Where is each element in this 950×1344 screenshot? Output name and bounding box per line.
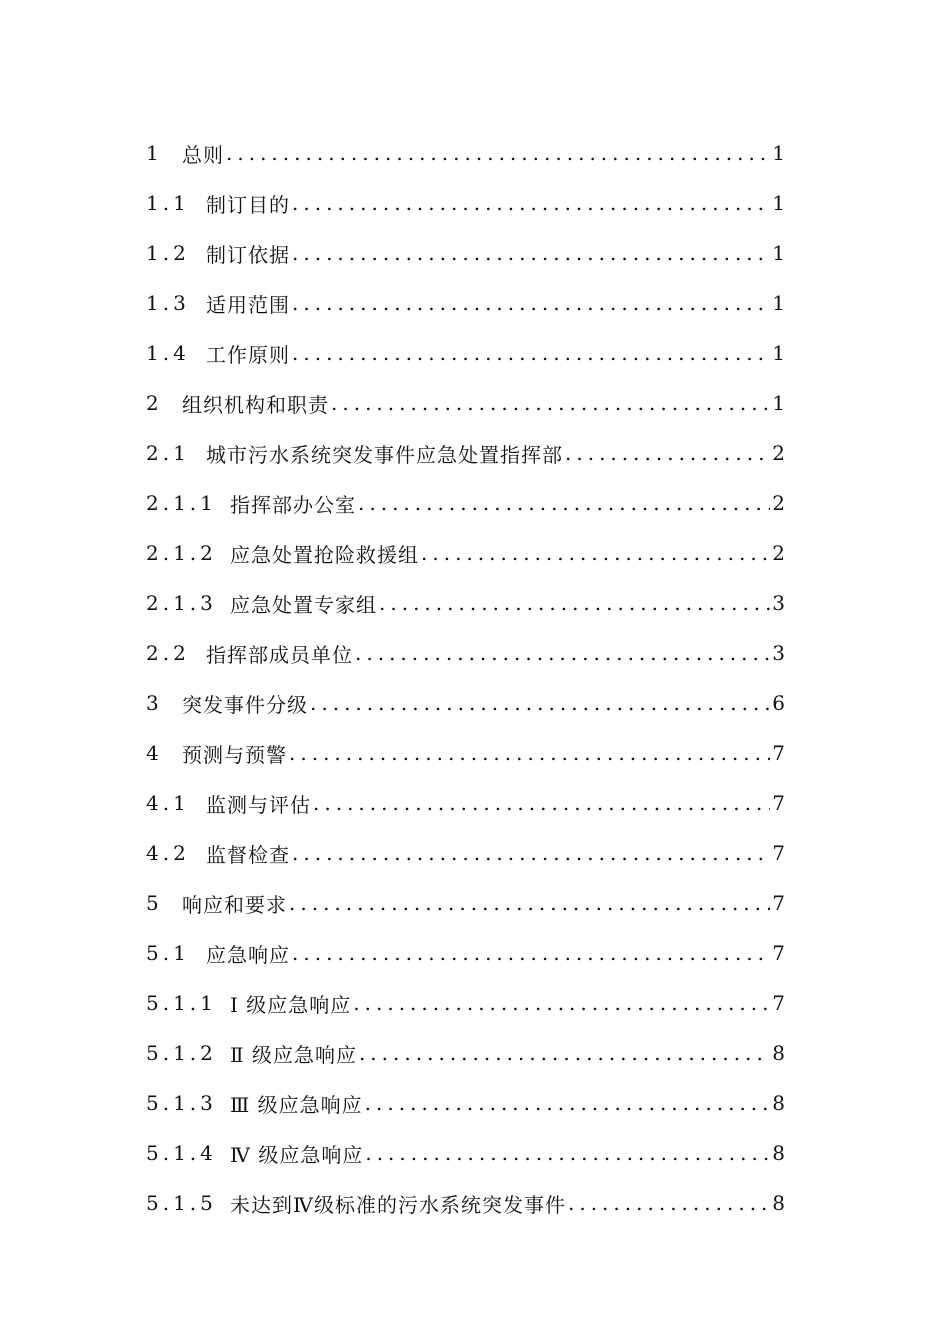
toc-number: 5.1.5 xyxy=(146,1191,217,1215)
toc-entry[interactable] xyxy=(146,728,786,778)
toc-title: 指挥部办公室 xyxy=(230,492,356,517)
toc-number: 2.1.2 xyxy=(146,541,217,565)
toc-page-number: 7 xyxy=(772,941,786,965)
toc-leader-dots xyxy=(568,1191,770,1215)
toc-title: 监测与评估 xyxy=(206,792,311,817)
toc-leader-dots xyxy=(226,141,770,165)
toc-leader-dots xyxy=(365,1141,770,1165)
toc-entry[interactable] xyxy=(146,1078,786,1128)
toc-leader-dots xyxy=(359,1041,770,1065)
toc-entry[interactable] xyxy=(146,1028,786,1078)
toc-entry[interactable] xyxy=(146,278,786,328)
toc-page-number: 1 xyxy=(772,141,786,165)
toc-page-number: 6 xyxy=(772,691,786,715)
toc-page-number: 7 xyxy=(772,891,786,915)
toc-title: 应急处置抢险救援组 xyxy=(230,542,419,567)
toc-page-number: 8 xyxy=(772,1091,786,1115)
toc-number: 4 xyxy=(146,741,163,765)
toc-leader-dots xyxy=(292,341,770,365)
toc-entry[interactable] xyxy=(146,378,786,428)
table-of-contents xyxy=(146,128,786,1228)
toc-number: 2.1 xyxy=(146,441,190,465)
toc-leader-dots xyxy=(331,391,770,415)
toc-page-number: 8 xyxy=(772,1191,786,1215)
toc-number: 5.1.4 xyxy=(146,1141,217,1165)
toc-number: 4.1 xyxy=(146,791,190,815)
toc-page-number: 1 xyxy=(772,241,786,265)
toc-title: 响应和要求 xyxy=(182,892,287,917)
toc-leader-dots xyxy=(379,591,770,615)
toc-number: 1.1 xyxy=(146,191,190,215)
toc-number: 1.2 xyxy=(146,241,190,265)
toc-title: 组织机构和职责 xyxy=(182,392,329,417)
toc-entry[interactable] xyxy=(146,178,786,228)
toc-title: 指挥部成员单位 xyxy=(206,642,353,667)
toc-page-number: 8 xyxy=(772,1141,786,1165)
toc-title: Ⅲ 级应急响应 xyxy=(230,1092,363,1117)
toc-page-number: 2 xyxy=(772,541,786,565)
toc-page-number: 7 xyxy=(772,791,786,815)
toc-leader-dots xyxy=(289,741,770,765)
toc-leader-dots xyxy=(421,541,770,565)
toc-number: 5.1.1 xyxy=(146,991,217,1015)
toc-number: 5.1.3 xyxy=(146,1091,217,1115)
toc-page-number: 8 xyxy=(772,1041,786,1065)
toc-number: 4.2 xyxy=(146,841,190,865)
toc-title: 总则 xyxy=(182,142,224,167)
toc-page-number: 1 xyxy=(772,391,786,415)
toc-page-number: 1 xyxy=(772,291,786,315)
toc-page-number: 2 xyxy=(772,491,786,515)
toc-number: 2.2 xyxy=(146,641,190,665)
toc-number: 2.1.3 xyxy=(146,591,217,615)
toc-page-number: 3 xyxy=(772,591,786,615)
toc-number: 1.4 xyxy=(146,341,190,365)
toc-page-number: 1 xyxy=(772,341,786,365)
toc-leader-dots xyxy=(358,491,770,515)
toc-title: 制订依据 xyxy=(206,242,290,267)
toc-entry[interactable] xyxy=(146,628,786,678)
toc-title: Ⅱ 级应急响应 xyxy=(230,1042,357,1067)
toc-entry[interactable] xyxy=(146,978,786,1028)
toc-title: 预测与预警 xyxy=(182,742,287,767)
toc-leader-dots xyxy=(292,941,770,965)
toc-number: 5.1.2 xyxy=(146,1041,217,1065)
toc-entry[interactable] xyxy=(146,128,786,178)
toc-entry[interactable] xyxy=(146,678,786,728)
toc-leader-dots xyxy=(353,991,770,1015)
toc-entry[interactable] xyxy=(146,428,786,478)
toc-leader-dots xyxy=(310,691,770,715)
toc-title: 适用范围 xyxy=(206,292,290,317)
toc-leader-dots xyxy=(292,191,770,215)
toc-number: 1.3 xyxy=(146,291,190,315)
toc-entry[interactable] xyxy=(146,778,786,828)
toc-page-number: 1 xyxy=(772,191,786,215)
toc-leader-dots xyxy=(355,641,770,665)
toc-entry[interactable] xyxy=(146,1128,786,1178)
toc-leader-dots xyxy=(292,291,770,315)
toc-title: 应急响应 xyxy=(206,942,290,967)
toc-entry[interactable] xyxy=(146,828,786,878)
toc-title: 制订目的 xyxy=(206,192,290,217)
toc-page-number: 7 xyxy=(772,991,786,1015)
toc-number: 1 xyxy=(146,141,163,165)
toc-entry[interactable] xyxy=(146,578,786,628)
toc-page-number: 7 xyxy=(772,841,786,865)
toc-leader-dots xyxy=(313,791,770,815)
toc-title: 城市污水系统突发事件应急处置指挥部 xyxy=(206,442,563,467)
toc-page-number: 7 xyxy=(772,741,786,765)
toc-entry[interactable] xyxy=(146,228,786,278)
toc-number: 3 xyxy=(146,691,163,715)
toc-title: Ⅰ 级应急响应 xyxy=(230,992,352,1017)
toc-leader-dots xyxy=(289,891,770,915)
toc-title: 监督检查 xyxy=(206,842,290,867)
toc-page-number: 2 xyxy=(772,441,786,465)
toc-number: 5 xyxy=(146,891,163,915)
toc-number: 2 xyxy=(146,391,163,415)
toc-title: Ⅳ 级应急响应 xyxy=(230,1142,364,1167)
toc-entry[interactable] xyxy=(146,1178,786,1228)
toc-title: 突发事件分级 xyxy=(182,692,308,717)
toc-entry[interactable] xyxy=(146,878,786,928)
toc-entry[interactable] xyxy=(146,528,786,578)
toc-title: 工作原则 xyxy=(206,342,290,367)
toc-leader-dots xyxy=(292,241,770,265)
toc-page-number: 3 xyxy=(772,641,786,665)
toc-leader-dots xyxy=(365,1091,770,1115)
toc-number: 5.1 xyxy=(146,941,190,965)
toc-entry[interactable] xyxy=(146,328,786,378)
toc-title: 应急处置专家组 xyxy=(230,592,377,617)
toc-number: 2.1.1 xyxy=(146,491,217,515)
toc-title: 未达到Ⅳ级标准的污水系统突发事件 xyxy=(230,1192,566,1217)
toc-entry[interactable] xyxy=(146,928,786,978)
toc-leader-dots xyxy=(292,841,770,865)
toc-entry[interactable] xyxy=(146,478,786,528)
toc-leader-dots xyxy=(565,441,770,465)
